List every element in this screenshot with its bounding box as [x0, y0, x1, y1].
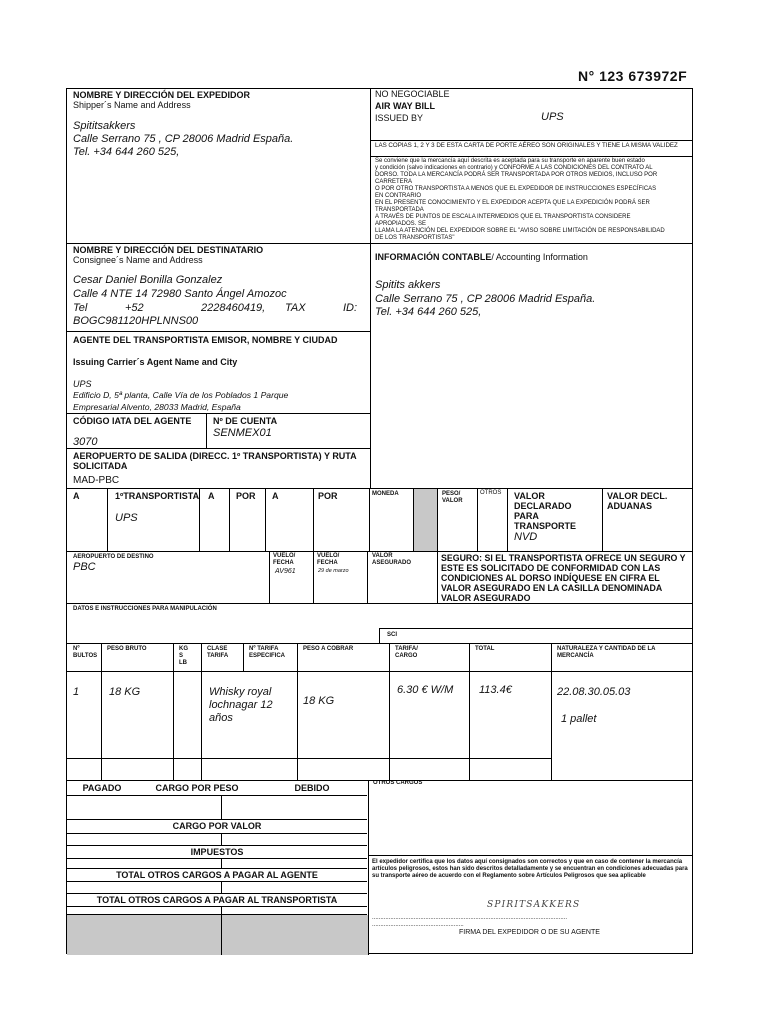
consignee-tax-id-label: ID:	[343, 302, 358, 314]
routing-by-2: POR	[318, 491, 338, 501]
consignee-section	[67, 244, 371, 332]
pieces-value: 1	[73, 686, 80, 698]
gross-weight-header: PESO BRUTO	[107, 646, 147, 652]
others-label: OTROS	[480, 490, 502, 496]
consignee-tax-id: BOGC981120HPLNNS00	[73, 315, 199, 327]
awb-number: N° 123 673972F	[578, 68, 688, 84]
air-waybill-form	[66, 88, 693, 954]
nature-quantity-header: NATURALEZA Y CANTIDAD DE LA MERCANCÍA	[557, 646, 656, 659]
iata-code-label: CÓDIGO IATA DEL AGENTE	[73, 416, 192, 426]
routing-row	[67, 488, 693, 552]
weight-charge-label: CARGO POR PESO	[155, 783, 239, 793]
no-negociable-label: NO NEGOCIABLE	[375, 89, 450, 99]
tax-label: IMPUESTOS	[190, 847, 244, 857]
consignee-tel-number: 2228460419,	[201, 302, 266, 314]
signature-caption: FIRMA DEL EXPEDIDOR O DE SU AGENTE	[459, 929, 600, 936]
flight-date-value-1: AV961	[275, 568, 296, 575]
signature-line-2: .......................................................	[372, 922, 464, 928]
consignee-tel-code: +52	[125, 302, 144, 314]
destination-row	[67, 552, 693, 604]
sci-cell	[379, 628, 693, 644]
departure-value: MAD-PBC	[73, 475, 120, 486]
iata-code-cell	[67, 414, 207, 449]
sci-label: SCI	[387, 632, 398, 638]
chargeable-weight-value: 18 KG	[303, 695, 335, 707]
rate-class-header: CLASE TARIFA	[207, 646, 229, 659]
consignee-name: Cesar Daniel Bonilla Gonzalez	[73, 274, 223, 286]
collect-total-cell	[221, 915, 369, 955]
shipper-signature: SPIRITSAKKERS	[487, 900, 581, 910]
insured-value-label: VALOR ASEGURADO	[372, 553, 412, 566]
cargo-header-row	[67, 644, 693, 672]
shipper-address: Calle Serrano 75 , CP 28006 Madrid España.	[73, 133, 294, 145]
flight-date-label-1: VUELO/ FECHA	[273, 553, 296, 566]
shipper-subheader: Shipper´s Name and Address	[73, 100, 191, 110]
signature-line-1: .....................................................................................................................	[372, 915, 568, 921]
copias-notice: LAS COPIAS 1, 2 Y 3 DE ESTA CARTA DE PORTE AÉREO SON ORIGINALES Y TIENE LA MISMA VALIDEZ	[371, 141, 693, 157]
rate-charge-value: 6.30 € W/M	[397, 684, 454, 696]
accounting-address: Calle Serrano 75 , CP 28006 Madrid España.	[375, 293, 596, 305]
shipper-header: NOMBRE Y DIRECCIÓN DEL EXPEDIDOR	[73, 90, 251, 100]
accounting-tel: Tel. +34 644 260 525,	[375, 306, 482, 318]
agent-name: UPS	[73, 379, 92, 389]
weight-value-label: PESO/ VALOR	[442, 491, 463, 504]
accounting-subheader: / Accounting Information	[491, 252, 588, 262]
routing-to-2: A	[208, 491, 215, 501]
awb-issuer-section	[371, 89, 693, 141]
accounting-header-line	[375, 252, 588, 262]
agent-section	[67, 332, 371, 414]
declared-value-customs-label: VALOR DECL. ADUANAS	[607, 491, 668, 511]
iata-code-value: 3070	[73, 436, 98, 448]
flight-date-value-2: 29 de marzo	[318, 568, 349, 574]
flight-date-label-2: VUELO/ FECHA	[317, 553, 340, 566]
accounting-header: INFORMACIÓN CONTABLE	[375, 252, 492, 262]
account-number-cell	[207, 414, 371, 449]
collect-label: DEBIDO	[294, 783, 330, 793]
air-way-bill-label: AIR WAY BILL	[375, 101, 436, 111]
routing-to-1: A	[73, 491, 80, 501]
charges-section	[67, 780, 693, 955]
terms-text: Se conviene que la mercancía aquí descrita es aceptada para su transporte en aparente buen estado y condición (salvo indicaciones en contrario) y CONFORME A LAS CONDICIONES DEL CONTRATO AL DORSO. TODA LA MERCANCÍA PODRÁ SER TRANSPORTADA POR OTROS MEDIOS, INCLUSO POR CARRETERA O POR OTRO TRANSPORTISTA A MENOS QUE EL EXPEDIDOR DE INSTRUCCIONES ESPECÍFICAS EN CONTRARIO EN EL PRESENTE CONOCIMIENTO Y EL EXPEDIDOR ACEPTA QUE LA EXPEDICIÓN PODRÁ SER TRANSPORTADA A TRAVÉS DE PUNTOS DE ESCALA INTERMEDIOS QUE EL TRANSPORTISTA CONSIDERE APROPIADOS. SE LLAMA LA ATENCIÓN DEL EXPEDIDOR SOBRE EL "AVISO SOBRE LIMITACIÓN DE RESPONSABILIDAD DE LOS TRANSPORTISTAS"	[375, 158, 665, 241]
routing-to-3: A	[272, 491, 279, 501]
shipper-tel: Tel. +34 644 260 525,	[73, 146, 180, 158]
rate-charge-header: TARIFA/ CARGO	[395, 646, 418, 659]
handling-label: DATOS E INSTRUCCIONES PARA MANIPULACIÓN	[73, 606, 217, 612]
first-carrier-value: UPS	[115, 512, 138, 524]
shipper-certification-text: El expedidor certifica que los datos aquí consignados son correctos y que en caso de contener la mercancía artículos peligrosos, estos han sido descritos detalladamente y se encuentran en condiciones adecuadas para su transporte aéreo de acuerdo con el Reglamento sobre Artículos Peligrosos que sea aplicable	[372, 859, 688, 879]
total-header: TOTAL	[475, 646, 495, 652]
first-carrier-label: 1ºTRANSPORTISTA	[115, 491, 200, 501]
total-value: 113.4€	[479, 684, 512, 696]
gross-weight-value: 18 KG	[109, 686, 141, 698]
total-other-charges-agent-label: TOTAL OTROS CARGOS A PAGAR AL AGENTE	[116, 870, 318, 880]
declared-value-carriage-label: VALOR DECLARADO PARA TRANSPORTE	[514, 491, 577, 531]
account-number-value: SENMEX01	[213, 427, 272, 439]
accounting-name: Spitits akkers	[375, 279, 441, 291]
handling-section	[67, 604, 693, 644]
shipper-section	[67, 89, 371, 244]
currency-shaded-cell	[414, 489, 437, 552]
issued-by-value: UPS	[541, 111, 564, 123]
destination-airport-value: PBC	[73, 561, 96, 573]
departure-cell	[67, 449, 371, 489]
consignee-address: Calle 4 NTE 14 72980 Santo Ángel Amozoc	[73, 288, 287, 300]
accounting-section	[371, 244, 693, 489]
prepaid-total-cell	[67, 915, 221, 955]
consignee-subheader: Consignee´s Name and Address	[73, 255, 203, 265]
quantity-value: 1 pallet	[561, 713, 597, 725]
consignee-tel-label: Tel	[73, 302, 88, 314]
valuation-charge-label: CARGO POR VALOR	[172, 821, 262, 831]
agent-address-2: Empresarial Alvento, 28033 Madrid, España	[73, 402, 241, 412]
shipper-name: Spititsakkers	[73, 120, 136, 132]
departure-label: AEROPUERTO DE SALIDA (DIRECC. 1º TRANSPORTISTA) Y RUTA SOLICITADA	[73, 451, 357, 471]
agent-subheader: Issuing Carrier´s Agent Name and City	[73, 357, 238, 367]
other-charges-label: OTROS CARGOS	[373, 780, 423, 786]
commodity-item-header: Nº TARIFA ESPECIFICA	[249, 646, 286, 659]
cargo-data-row	[67, 672, 693, 780]
prepaid-label: PAGADO	[82, 783, 122, 793]
terms-notice	[371, 157, 693, 244]
currency-label: MONEDA	[372, 491, 399, 497]
pieces-header: Nº BULTOS	[73, 646, 98, 659]
rate-class-value: Whisky royal lochnagar 12 años	[209, 686, 273, 724]
account-number-label: Nº DE CUENTA	[213, 416, 278, 426]
insurance-notice: SEGURO: SI EL TRANSPORTISTA OFRECE UN SEGURO Y ESTE ES SOLICITADO DE CONFORMIDAD CON LAS CONDICIONES AL DORSO INDÍQUESE EN CIFRA EL VALOR ASEGURADO EN LA CASILLA DENOMINADA VALOR ASEGURADO	[441, 553, 686, 603]
destination-airport-label: AEROPUERTO DE DESTINO	[73, 554, 154, 560]
agent-header: AGENTE DEL TRANSPORTISTA EMISOR, NOMBRE Y CIUDAD	[73, 335, 338, 345]
declared-value-carriage-value: NVD	[514, 531, 538, 543]
kg-lb-header: KG S LB	[179, 646, 188, 666]
consignee-header: NOMBRE Y DIRECCIÓN DEL DESTINATARIO	[73, 245, 264, 255]
agent-address-1: Edificio D, 5ª planta, Calle Vía de los Poblados 1 Parque	[73, 390, 289, 400]
total-other-charges-carrier-label: TOTAL OTROS CARGOS A PAGAR AL TRANSPORTISTA	[96, 895, 338, 905]
consignee-tax-label: TAX	[285, 302, 306, 314]
routing-by-1: POR	[236, 491, 256, 501]
issued-by-label: ISSUED BY	[375, 113, 424, 123]
commodity-code-value: 22.08.30.05.03	[557, 686, 631, 698]
chargeable-weight-header: PESO A COBRAR	[303, 646, 354, 652]
